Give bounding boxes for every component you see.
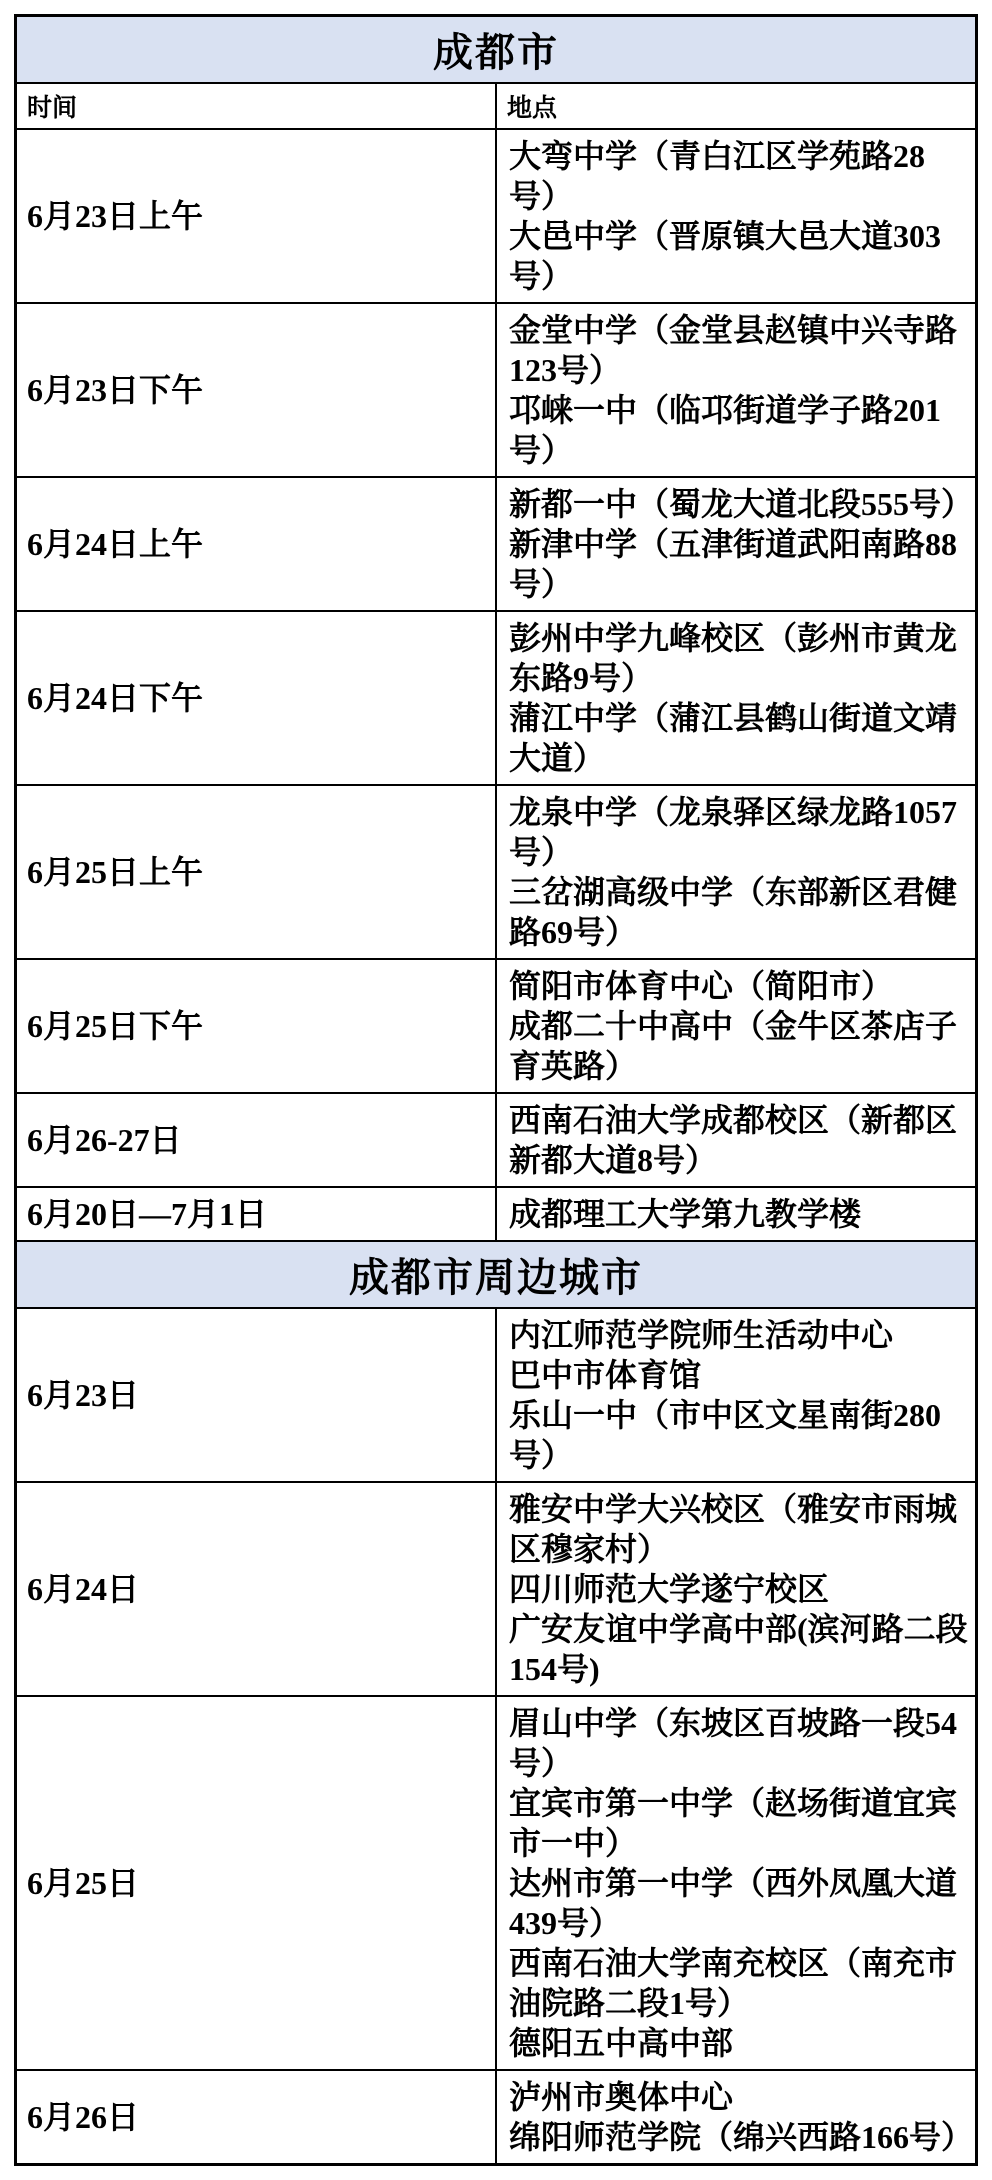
location-cell: [496, 1696, 977, 2070]
location-line: 新津中学（五津街道武阳南路88号）: [509, 526, 958, 602]
location-line: 乐山一中（市中区文星南街280号）: [509, 1397, 942, 1473]
location-line: 巴中市体育馆: [509, 1357, 702, 1393]
location-line: 绵阳师范学院（绵兴西路166号）: [509, 2119, 974, 2155]
table-row: [16, 785, 977, 959]
location-line: 邛崃一中（临邛街道学子路201号）: [509, 392, 942, 468]
location-cell: [496, 959, 977, 1093]
time-cell: 6月26日: [16, 2070, 497, 2165]
location-line: 内江师范学院师生活动中心: [509, 1317, 894, 1353]
time-cell: 6月25日上午: [16, 785, 497, 959]
table-row: [16, 959, 977, 1093]
location-line: 简阳市体育中心（简阳市）: [509, 968, 894, 1004]
location-cell: [496, 611, 977, 785]
time-cell: 6月25日: [16, 1696, 497, 2070]
table-row: [16, 303, 977, 477]
location-line: 宜宾市第一中学（赵场街道宜宾市一中）: [509, 1785, 958, 1861]
section-title: 成都市: [16, 16, 977, 84]
time-cell: 6月23日上午: [16, 129, 497, 303]
table-row: [16, 477, 977, 611]
table-row: [16, 1482, 977, 1696]
schedule-table-body: [16, 16, 977, 2165]
location-cell: [496, 1093, 977, 1187]
location-line: 西南石油大学南充校区（南充市油院路二段1号）: [509, 1945, 958, 2021]
time-cell: 6月24日: [16, 1482, 497, 1696]
time-cell: 6月26-27日: [16, 1093, 497, 1187]
time-cell: 6月25日下午: [16, 959, 497, 1093]
location-line: 四川师范大学遂宁校区: [509, 1571, 830, 1607]
location-line: 泸州市奥体中心: [509, 2079, 734, 2115]
section-header-row: [16, 16, 977, 84]
table-row: [16, 1093, 977, 1187]
location-cell: [496, 303, 977, 477]
location-line: 西南石油大学成都校区（新都区新都大道8号）: [509, 1102, 958, 1178]
table-row: [16, 2070, 977, 2165]
location-line: 金堂中学（金堂县赵镇中兴寺路123号）: [509, 312, 958, 388]
location-cell: [496, 1187, 977, 1241]
time-cell: 6月20日—7月1日: [16, 1187, 497, 1241]
schedule-table: [14, 14, 978, 2166]
location-line: 大弯中学（青白江区学苑路28号）: [509, 138, 926, 214]
location-line: 彭州中学九峰校区（彭州市黄龙东路9号）: [509, 620, 958, 696]
location-line: 大邑中学（晋原镇大邑大道303号）: [509, 218, 942, 294]
table-row: [16, 1187, 977, 1241]
location-line: 广安友谊中学高中部(滨河路二段154号): [509, 1611, 968, 1687]
location-line: 德阳五中高中部: [509, 2025, 734, 2061]
table-row: [16, 611, 977, 785]
location-line: 成都二十中高中（金牛区茶店子育英路）: [509, 1008, 958, 1084]
location-line: 成都理工大学第九教学楼: [509, 1196, 862, 1232]
location-cell: [496, 1482, 977, 1696]
column-header-row: [16, 83, 977, 129]
location-cell: [496, 1308, 977, 1482]
location-line: 眉山中学（东坡区百坡路一段54号）: [509, 1705, 958, 1781]
time-cell: 6月24日下午: [16, 611, 497, 785]
table-row: [16, 1696, 977, 2070]
location-cell: [496, 785, 977, 959]
column-header-location: 地点: [496, 83, 977, 129]
location-cell: [496, 477, 977, 611]
location-line: 三岔湖高级中学（东部新区君健路69号）: [509, 874, 958, 950]
column-header-time: 时间: [16, 83, 497, 129]
table-row: [16, 129, 977, 303]
location-cell: [496, 2070, 977, 2165]
location-cell: [496, 129, 977, 303]
time-cell: 6月23日: [16, 1308, 497, 1482]
location-line: 新都一中（蜀龙大道北段555号）: [509, 486, 974, 522]
section-title: 成都市周边城市: [16, 1241, 977, 1308]
time-cell: 6月24日上午: [16, 477, 497, 611]
location-line: 龙泉中学（龙泉驿区绿龙路1057号）: [509, 794, 958, 870]
section-header-row: [16, 1241, 977, 1308]
table-row: [16, 1308, 977, 1482]
location-line: 蒲江中学（蒲江县鹤山街道文靖大道）: [509, 700, 958, 776]
time-cell: 6月23日下午: [16, 303, 497, 477]
location-line: 雅安中学大兴校区（雅安市雨城区穆家村）: [509, 1491, 958, 1567]
location-line: 达州市第一中学（西外凤凰大道439号）: [509, 1865, 958, 1941]
